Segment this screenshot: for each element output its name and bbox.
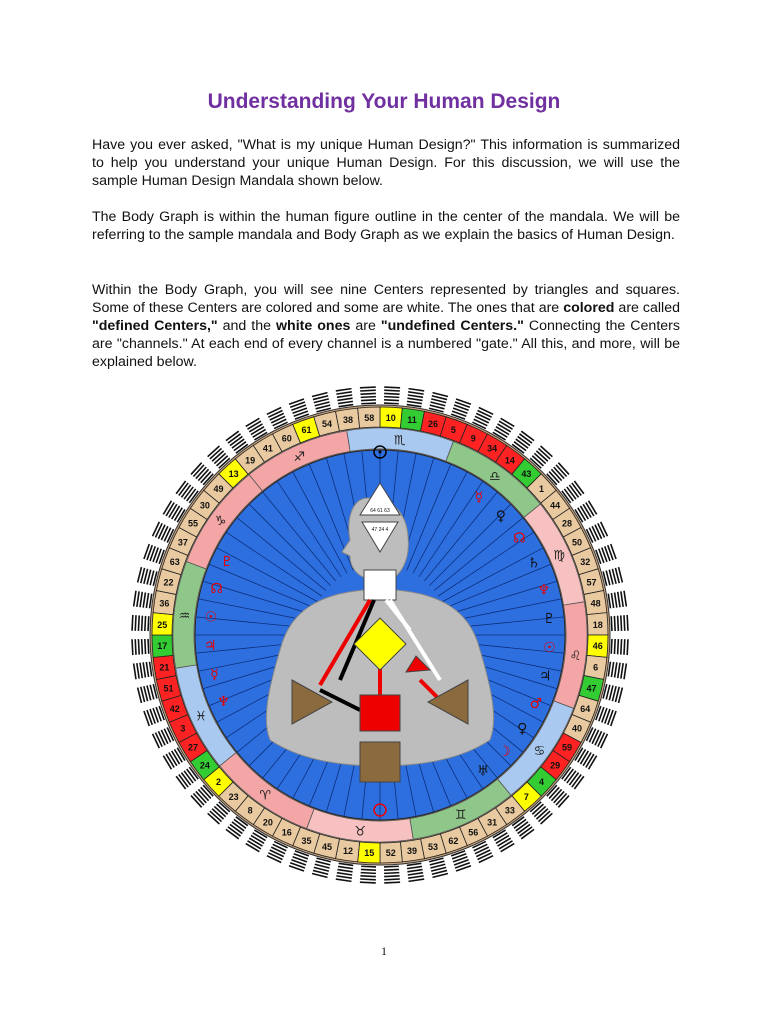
hexagram-line xyxy=(155,523,162,537)
hexagram-line xyxy=(137,663,139,678)
hexagram-line xyxy=(408,876,423,878)
gate-number: 2 xyxy=(215,776,221,787)
zodiac-sign: ♑ xyxy=(214,514,227,530)
hexagram-line xyxy=(251,835,264,843)
hexagram-line xyxy=(614,639,615,654)
hexagram-line xyxy=(624,664,626,680)
human-design-mandala xyxy=(130,380,630,890)
paragraph-centers-bold-defined: "defined Centers," xyxy=(92,318,218,334)
gate-number: 20 xyxy=(262,817,273,828)
hexagram-line xyxy=(138,615,139,630)
hexagram-line xyxy=(142,639,143,654)
hexagram-line xyxy=(360,390,376,391)
gate-number: 22 xyxy=(163,577,174,588)
hexagram-line xyxy=(267,856,281,863)
hexagram-line xyxy=(408,395,423,397)
gate-number: 41 xyxy=(262,443,273,454)
hexagram-line xyxy=(172,751,180,764)
hexagram-line xyxy=(409,389,425,391)
hexagram-line xyxy=(267,408,281,415)
gate-number: 27 xyxy=(188,742,199,753)
hexagram-line xyxy=(407,401,422,403)
gate-number: 10 xyxy=(385,412,396,423)
zodiac-sign: ♏ xyxy=(393,433,406,449)
hexagram-line xyxy=(592,526,599,540)
gate-number: 28 xyxy=(561,518,572,529)
hexagram-line xyxy=(140,663,142,678)
gate-number: 7 xyxy=(523,792,529,803)
gate-number: 37 xyxy=(177,537,188,548)
hexagram-line xyxy=(360,879,376,880)
hexagram-line xyxy=(611,639,612,654)
paragraph-centers-text-5: Connecting the Centers are "channels." At each end of every channel is a numbered "gate." All this, and more, will be explained below. xyxy=(92,318,680,370)
hexagram-line xyxy=(134,664,136,680)
hexagram-line xyxy=(384,873,399,874)
hexagram-line xyxy=(360,387,376,388)
hexagram-line xyxy=(621,615,622,630)
hexagram-line xyxy=(624,615,625,631)
zodiac-sign: ♒ xyxy=(178,609,191,625)
gate-number: 42 xyxy=(169,703,180,714)
hexagram-line xyxy=(360,876,375,877)
hexagram-line xyxy=(158,525,165,539)
hexagram-line xyxy=(336,876,351,878)
gate-number: 48 xyxy=(590,598,601,609)
paragraph-centers-bold-white: white ones xyxy=(276,318,351,334)
hexagram-line xyxy=(589,729,595,743)
hexagram-line xyxy=(336,392,351,394)
hexagram-line xyxy=(408,873,423,875)
hexagram-line xyxy=(268,410,282,417)
hexagram-line xyxy=(384,882,400,883)
zodiac-sign: ♋ xyxy=(533,743,546,759)
planet-glyph-design: ☉ xyxy=(204,609,218,626)
gate-number: 52 xyxy=(385,848,396,859)
hexagram-line xyxy=(614,616,615,631)
planet-glyph-personality: ☉ xyxy=(543,639,556,656)
gate-number: 9 xyxy=(470,433,476,444)
planet-glyph-personality: ♂ xyxy=(529,695,543,712)
gate-number: 55 xyxy=(188,518,199,529)
gate-number: 11 xyxy=(407,414,417,425)
hexagram-line xyxy=(475,847,489,854)
paragraph-centers-text-1: Within the Body Graph, you will see nine Centers represented by triangles and squares. Some of these Centers are colored and some are white. The ones that are xyxy=(92,282,680,316)
hexagram-line xyxy=(249,838,262,846)
hexagram-line xyxy=(611,662,613,677)
hexagram-line xyxy=(618,639,619,654)
planet-glyph-design: ♆ xyxy=(217,694,230,711)
zodiac-sign: ♎ xyxy=(489,469,501,485)
zodiac-sign: ♊ xyxy=(454,808,467,824)
hexagram-line xyxy=(137,591,139,606)
hexagram-line xyxy=(153,734,160,748)
hexagram-line xyxy=(384,866,399,867)
hexagram-line xyxy=(161,526,168,540)
hexagram-line xyxy=(145,639,146,654)
hexagram-line xyxy=(598,733,605,747)
hexagram-line xyxy=(338,866,353,868)
hexagram-line xyxy=(337,870,352,872)
hexagram-line xyxy=(164,528,170,542)
hexagram-line xyxy=(361,400,376,401)
paragraph-centers-bold-colored: colored xyxy=(563,300,615,316)
hexagram-line xyxy=(384,387,400,388)
gate-number: 63 xyxy=(169,557,180,568)
hexagram-line xyxy=(270,413,284,420)
planet-glyph-personality: ♄ xyxy=(527,555,541,572)
hexagram-line xyxy=(142,616,143,631)
gate-number: 59 xyxy=(561,742,572,753)
gate-number: 24 xyxy=(199,760,210,771)
gate-number: 30 xyxy=(199,500,210,511)
hexagram-line xyxy=(611,616,612,631)
hexagram-line xyxy=(361,869,376,870)
gate-number: 14 xyxy=(504,455,515,466)
gate-number: 8 xyxy=(247,805,253,816)
planet-glyph-design: ♃ xyxy=(204,638,217,655)
gate-number: 46 xyxy=(592,641,603,652)
gate-number: 61 xyxy=(301,425,312,436)
mandala-root xyxy=(132,387,628,883)
paragraph-intro: Have you ever asked, "What is my unique Human Design?" This information is summarized to help you understand your unique Human Design. For this discussion, we will use the sample Human Design Mandala shown below. xyxy=(92,137,680,189)
hexagram-line xyxy=(407,870,422,872)
hexagram-line xyxy=(270,850,284,857)
planet-glyph-design: ☊ xyxy=(210,581,223,598)
page-number: 1 xyxy=(381,944,387,958)
gate-number: 29 xyxy=(550,760,561,771)
gate-number: 60 xyxy=(281,433,292,444)
hexagram-line xyxy=(479,856,493,863)
hexagram-line xyxy=(361,397,376,398)
zodiac-sign: ♐ xyxy=(293,449,306,465)
planet-glyph-personality: ♅ xyxy=(476,763,490,780)
hexagram-line xyxy=(135,639,136,655)
zodiac-sign: ♈ xyxy=(259,788,271,804)
hexagram-line xyxy=(409,879,425,881)
gate-number: 47 xyxy=(586,683,597,694)
hexagram-line xyxy=(146,593,148,608)
hexagram-line xyxy=(132,615,133,631)
hexagram-line xyxy=(172,506,180,519)
head-gates: 64 61 63 xyxy=(370,508,390,514)
hexagram-line xyxy=(498,424,511,432)
hexagram-line xyxy=(148,616,149,631)
hexagram-line xyxy=(624,639,625,655)
gate-number: 53 xyxy=(427,841,438,852)
hexagram-line xyxy=(583,504,591,517)
hexagram-line xyxy=(624,591,626,607)
hexagram-line xyxy=(138,639,139,654)
hexagram-line xyxy=(143,592,145,607)
hexagram-line xyxy=(583,753,591,766)
gate-number: 13 xyxy=(228,468,239,479)
hexagram-line xyxy=(601,734,608,748)
planet-glyph-personality: ☽ xyxy=(498,743,511,760)
hexagram-line xyxy=(360,882,376,883)
hexagram-line xyxy=(337,873,352,875)
hexagram-line xyxy=(249,424,262,432)
hexagram-line xyxy=(271,416,285,423)
gate-number: 31 xyxy=(487,817,498,828)
hexagram-line xyxy=(145,616,146,631)
hexagram-line xyxy=(621,663,623,678)
gate-number: 50 xyxy=(572,537,583,548)
hexagram-line xyxy=(618,663,620,678)
hexagram-line xyxy=(621,639,622,654)
zodiac-sign: ♍ xyxy=(553,548,566,564)
gate-number: 18 xyxy=(592,619,603,630)
page-title: Understanding Your Human Design xyxy=(207,90,561,113)
gate-number: 25 xyxy=(157,619,168,630)
paragraph-centers-text-3: and the xyxy=(217,318,276,334)
hexagram-line xyxy=(361,403,376,404)
planet-glyph-design: ♇ xyxy=(220,554,234,571)
root-center xyxy=(360,742,400,782)
hexagram-line xyxy=(384,393,399,394)
hexagram-line xyxy=(251,427,264,435)
hexagram-line xyxy=(161,730,168,744)
zodiac-sign: ♉ xyxy=(354,824,367,840)
hexagram-line xyxy=(580,751,588,764)
gate-number: 56 xyxy=(468,827,479,838)
gate-number: 21 xyxy=(159,662,170,673)
hexagram-line xyxy=(169,753,177,766)
gate-number: 45 xyxy=(322,841,333,852)
gate-number: 33 xyxy=(504,805,515,816)
hexagram-line xyxy=(360,393,375,394)
hexagram-line xyxy=(384,403,399,404)
gate-number: 34 xyxy=(487,443,498,454)
hexagram-line xyxy=(148,639,149,654)
hexagram-line xyxy=(601,522,608,536)
paragraph-centers-bold-undefined: "undefined Centers." xyxy=(380,318,524,334)
hexagram-line xyxy=(407,398,422,400)
paragraph-centers-text-4: are xyxy=(350,318,381,334)
hexagram-line xyxy=(478,410,492,417)
gate-number: 62 xyxy=(448,835,459,846)
hexagram-line xyxy=(589,528,595,542)
hexagram-line xyxy=(271,847,285,854)
hexagram-line xyxy=(268,853,282,860)
hexagram-line xyxy=(627,639,628,655)
hexagram-line xyxy=(621,591,623,606)
hexagram-line xyxy=(384,869,399,870)
gate-number: 5 xyxy=(450,425,456,436)
hexagram-line xyxy=(476,850,490,857)
gate-number: 1 xyxy=(539,484,545,495)
ajna-gates: 47 24 4 xyxy=(371,527,389,533)
paragraph-centers-text-2: are called xyxy=(614,300,680,316)
hexagram-line xyxy=(479,408,493,415)
hexagram-line xyxy=(384,397,399,398)
gate-number: 39 xyxy=(406,846,417,857)
hexagram-line xyxy=(153,522,160,536)
hexagram-line xyxy=(164,729,170,743)
hexagram-line xyxy=(384,400,399,401)
hexagram-line xyxy=(615,592,617,607)
gate-number: 6 xyxy=(593,662,599,673)
sun-symbol-dot xyxy=(379,451,382,454)
hexagram-line xyxy=(336,879,352,881)
planet-glyph-design: ☿ xyxy=(210,666,219,683)
planet-glyph-personality: ♇ xyxy=(542,611,556,628)
gate-number: 54 xyxy=(322,419,333,430)
hexagram-line xyxy=(143,662,145,677)
gate-number: 4 xyxy=(539,776,545,787)
planet-glyph-personality: ♀ xyxy=(517,721,528,738)
hexagram-line xyxy=(169,504,177,517)
hexagram-line xyxy=(140,592,142,607)
hexagram-line xyxy=(498,838,511,846)
hexagram-line xyxy=(478,853,492,860)
gate-number: 51 xyxy=(163,683,174,694)
gate-number: 17 xyxy=(157,641,168,652)
planet-glyph-personality: ☊ xyxy=(513,530,526,547)
hexagram-line xyxy=(158,731,165,745)
hexagram-line xyxy=(384,879,400,880)
gate-number: 38 xyxy=(343,414,354,425)
hexagram-line xyxy=(336,389,352,391)
hexagram-line xyxy=(337,395,352,397)
gate-number: 19 xyxy=(245,455,256,466)
throat-center xyxy=(364,570,396,600)
hexagram-line xyxy=(146,662,148,677)
gate-number: 35 xyxy=(301,835,312,846)
zodiac-sign: ♌ xyxy=(569,648,582,664)
hexagram-line xyxy=(615,662,617,677)
hexagram-line xyxy=(132,639,133,655)
hexagram-line xyxy=(475,416,489,423)
planet-glyph-personality: ♀ xyxy=(495,508,506,525)
hexagram-line xyxy=(134,591,136,607)
gate-number: 58 xyxy=(364,412,375,423)
sacral-center xyxy=(360,695,400,731)
hexagram-line xyxy=(580,506,588,519)
planet-glyph-personality: ♃ xyxy=(538,668,552,685)
hexagram-line xyxy=(618,616,619,631)
hexagram-line xyxy=(384,876,399,877)
hexagram-line xyxy=(135,615,136,631)
gate-number: 3 xyxy=(180,723,186,734)
hexagram-line xyxy=(155,733,162,747)
planet-glyph-personality: ♆ xyxy=(537,582,551,599)
hexagram-line xyxy=(338,401,353,403)
gate-number: 15 xyxy=(364,848,375,859)
gate-number: 32 xyxy=(580,557,591,568)
paragraph-centers xyxy=(92,281,680,371)
hexagram-line xyxy=(407,866,422,868)
hexagram-line xyxy=(592,730,599,744)
gate-number: 64 xyxy=(580,703,591,714)
gate-number: 49 xyxy=(213,484,224,495)
hexagram-line xyxy=(611,593,613,608)
gate-number: 43 xyxy=(521,468,532,479)
paragraph-body-graph: The Body Graph is within the human figure outline in the center of the mandala. We will be referring to the sample mandala and Body Graph as we explain the basics of Human Design. xyxy=(92,209,680,243)
gate-number: 36 xyxy=(159,598,170,609)
gate-number: 23 xyxy=(228,792,239,803)
hexagram-line xyxy=(337,398,352,400)
planet-glyph-personality: ☿ xyxy=(474,489,484,506)
gate-number: 26 xyxy=(427,419,438,430)
hexagram-line xyxy=(496,835,509,843)
hexagram-line xyxy=(595,731,602,745)
hexagram-line xyxy=(273,419,287,425)
hexagram-line xyxy=(476,413,490,420)
hexagram-line xyxy=(474,419,488,425)
gate-number: 57 xyxy=(586,577,597,588)
hexagram-line xyxy=(361,873,376,874)
hexagram-line xyxy=(598,523,605,537)
hexagram-line xyxy=(474,844,488,850)
gate-number: 40 xyxy=(572,723,583,734)
hexagram-line xyxy=(384,390,400,391)
gate-number: 16 xyxy=(281,827,292,838)
gate-number: 44 xyxy=(550,500,561,511)
hexagram-line xyxy=(496,427,509,435)
hexagram-line xyxy=(627,615,628,631)
hexagram-line xyxy=(595,525,602,539)
hexagram-line xyxy=(618,592,620,607)
gate-number: 12 xyxy=(343,846,354,857)
hexagram-line xyxy=(361,866,376,867)
hexagram-line xyxy=(408,392,423,394)
zodiac-sign: ♓ xyxy=(194,709,207,725)
hexagram-line xyxy=(273,844,287,850)
